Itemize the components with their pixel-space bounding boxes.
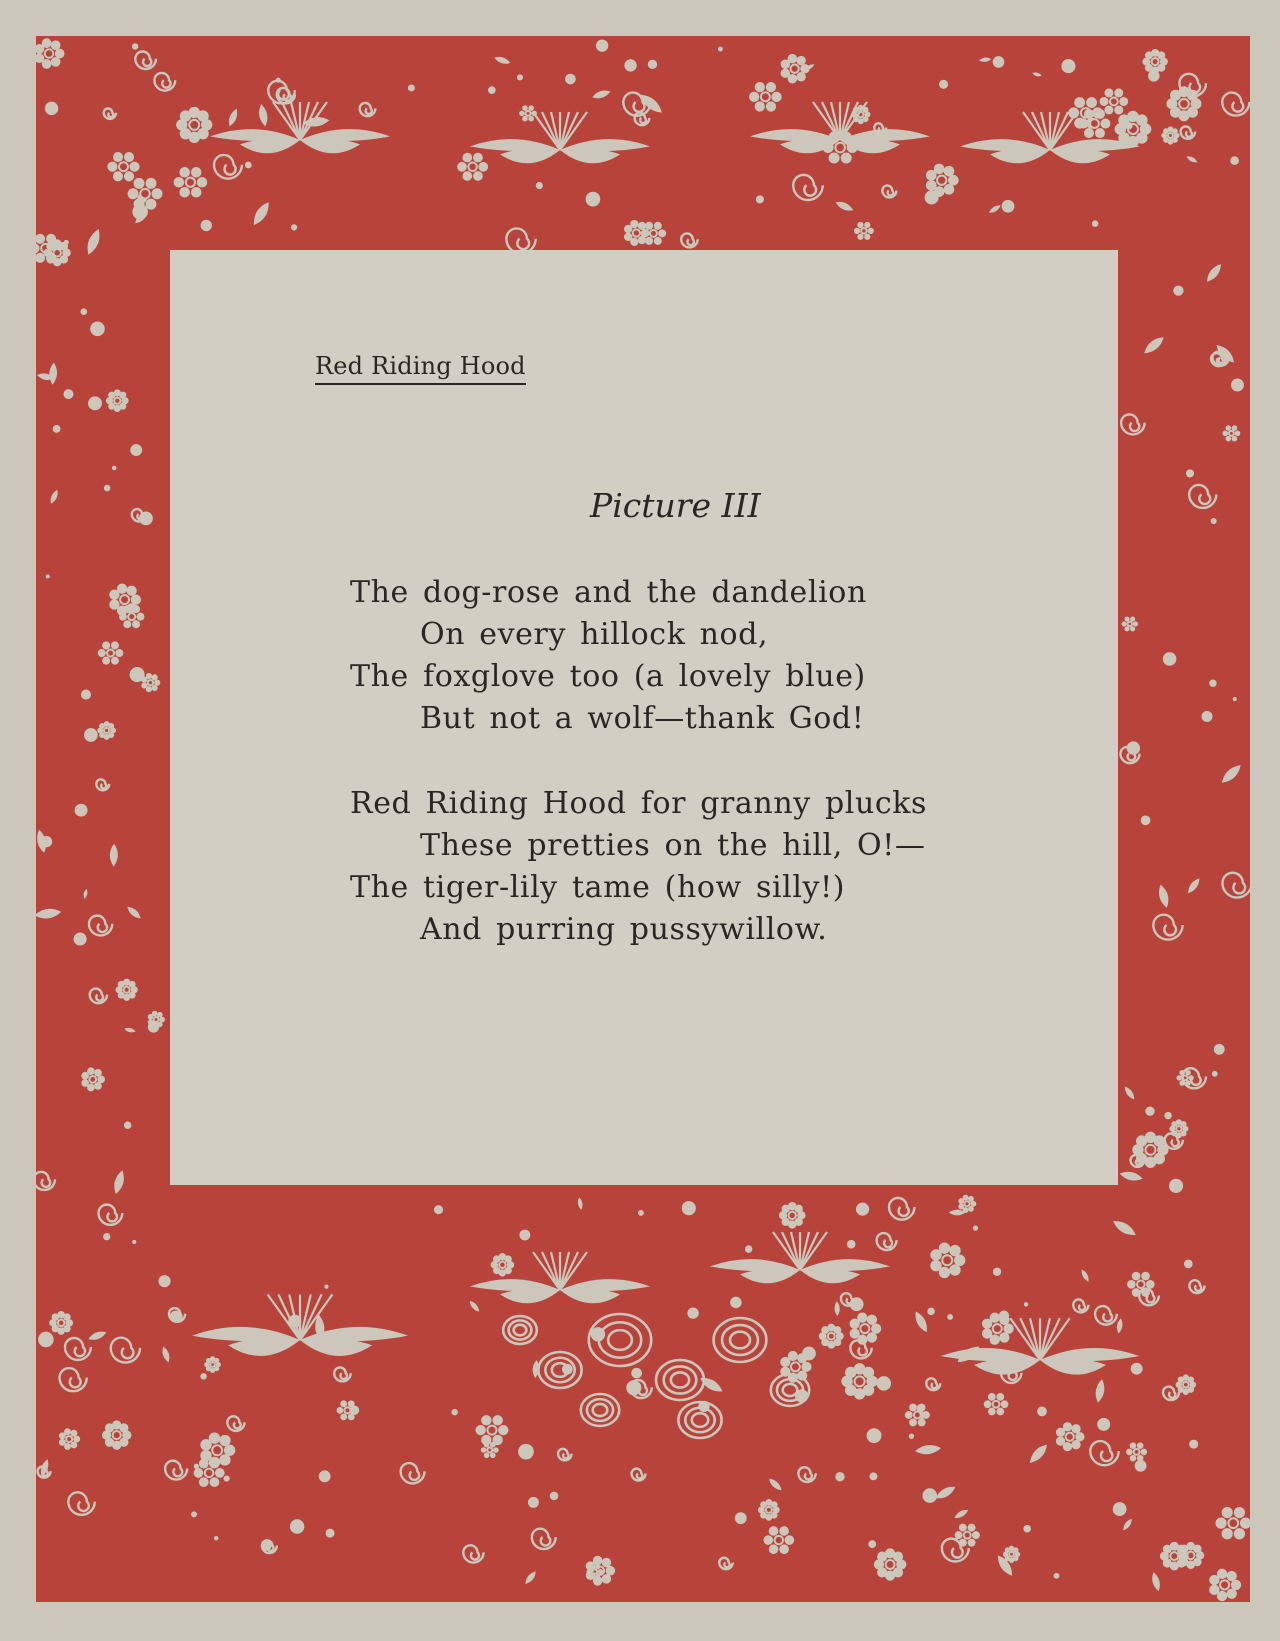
border-flower xyxy=(758,1499,780,1521)
border-dot xyxy=(63,389,73,399)
border-dot xyxy=(993,1268,1001,1276)
border-dot xyxy=(596,39,608,51)
border-dot xyxy=(517,74,523,80)
border-dot xyxy=(451,1409,457,1415)
border-dot xyxy=(53,425,61,433)
border-flower xyxy=(1166,86,1201,121)
border-dot xyxy=(74,932,87,945)
border-flower xyxy=(1160,1542,1189,1571)
border-dot xyxy=(103,1233,110,1240)
border-flower xyxy=(1161,126,1179,144)
border-dot xyxy=(1211,518,1217,524)
border-dot xyxy=(518,1444,534,1460)
border-dot xyxy=(191,1511,197,1517)
border-dot xyxy=(528,1497,539,1508)
poem-line: Red Riding Hood for granny plucks xyxy=(350,786,928,821)
border-dot xyxy=(1164,1112,1171,1119)
border-dot xyxy=(291,224,297,230)
border-dot xyxy=(81,690,91,700)
border-dot xyxy=(624,59,636,71)
border-dot xyxy=(565,74,576,85)
border-dot xyxy=(1054,1573,1060,1579)
border-dot xyxy=(1212,1071,1218,1077)
running-head: Red Riding Hood xyxy=(315,352,526,385)
border-dot xyxy=(856,1203,869,1216)
border-dot xyxy=(550,1492,559,1501)
border-dot xyxy=(38,1332,54,1348)
border-flower xyxy=(874,1548,906,1580)
border-flower xyxy=(1176,1374,1196,1394)
poem-line: The foxglove too (a lovely blue) xyxy=(350,659,866,694)
poem-line: The dog-rose and the dandelion xyxy=(350,575,867,610)
border-dot xyxy=(130,444,142,456)
poem-line: The tiger-lily tame (how silly!) xyxy=(350,870,846,905)
border-flower xyxy=(841,1363,877,1399)
border-dot xyxy=(947,1314,953,1320)
border-dot xyxy=(75,804,88,817)
border-dot xyxy=(1113,1502,1127,1516)
border-dot xyxy=(148,1021,159,1032)
border-dot xyxy=(45,102,58,115)
border-dot xyxy=(194,1464,199,1469)
border-dot xyxy=(1233,697,1237,701)
border-dot xyxy=(90,322,105,337)
border-flower xyxy=(102,1420,132,1450)
border-dot xyxy=(1231,379,1244,392)
border-dot xyxy=(730,1297,742,1309)
border-dot xyxy=(214,1536,218,1540)
border-flower xyxy=(115,979,137,1001)
border-dot xyxy=(1230,156,1239,165)
border-dot xyxy=(245,162,252,169)
border-dot xyxy=(927,1308,935,1316)
border-dot xyxy=(745,1245,753,1253)
border-dot xyxy=(350,1406,359,1415)
border-dot xyxy=(638,1210,644,1216)
border-dot xyxy=(999,1311,1009,1321)
border-flower xyxy=(97,721,116,740)
text-panel xyxy=(170,250,1118,1185)
border-dot xyxy=(939,80,948,89)
border-dot xyxy=(847,1240,856,1249)
border-dot xyxy=(1148,70,1159,81)
border-flower xyxy=(204,1356,221,1373)
border-dot xyxy=(201,220,212,231)
border-dot xyxy=(1125,122,1132,129)
border-dot xyxy=(718,47,723,52)
border-dot xyxy=(112,466,117,471)
border-dot xyxy=(1202,711,1213,722)
poem-line: These pretties on the hill, O!— xyxy=(420,828,926,863)
border-dot xyxy=(324,1285,328,1289)
border-dot xyxy=(434,1205,443,1214)
border-dot xyxy=(756,195,764,203)
border-dot xyxy=(132,43,139,50)
border-dot xyxy=(488,86,496,94)
border-dot xyxy=(408,84,415,91)
border-dot xyxy=(319,1470,331,1482)
border-dot xyxy=(1145,1107,1154,1116)
border-dot xyxy=(46,574,50,578)
border-flower xyxy=(779,1202,806,1229)
border-dot xyxy=(132,1240,136,1244)
border-dot xyxy=(586,192,601,207)
border-dot xyxy=(1141,815,1151,825)
border-flower xyxy=(1169,1119,1188,1138)
border-dot xyxy=(993,56,1005,68)
border-dot xyxy=(682,1201,696,1215)
border-dot xyxy=(735,1512,747,1524)
border-dot xyxy=(224,1476,230,1482)
border-dot xyxy=(869,1472,877,1480)
border-dot xyxy=(922,1488,937,1503)
border-dot xyxy=(802,1347,816,1361)
border-dot xyxy=(909,1434,914,1439)
border-flower xyxy=(49,1311,73,1335)
section-title: Picture III xyxy=(590,486,761,525)
border-dot xyxy=(80,308,87,315)
border-dot xyxy=(1163,652,1177,666)
border-dot xyxy=(1024,1302,1028,1306)
border-dot xyxy=(536,182,543,189)
border-dot xyxy=(877,1376,891,1390)
border-dot xyxy=(200,1373,207,1380)
border-dot xyxy=(687,1307,698,1318)
border-dot xyxy=(1209,680,1216,687)
border-flower xyxy=(1132,1132,1168,1168)
border-dot xyxy=(1127,741,1140,754)
border-dot xyxy=(1135,1460,1147,1472)
border-dot xyxy=(158,1275,170,1287)
border-dot xyxy=(326,1529,335,1538)
border-dot xyxy=(1037,1407,1047,1417)
border-dot xyxy=(1169,1179,1183,1193)
border-flower xyxy=(491,1253,515,1277)
poem-stanza-1 xyxy=(350,572,867,740)
border-dot xyxy=(1186,469,1194,477)
border-dot xyxy=(835,1472,844,1481)
border-dot xyxy=(84,728,98,742)
border-dot xyxy=(104,485,111,492)
border-flower xyxy=(176,107,212,143)
border-dot xyxy=(170,1311,181,1322)
poem-line: But not a wolf—thank God! xyxy=(420,701,865,736)
border-dot xyxy=(88,396,102,410)
border-dot xyxy=(925,190,939,204)
border-dot xyxy=(648,60,657,69)
border-flower xyxy=(106,389,129,412)
border-flower xyxy=(44,239,71,266)
border-dot xyxy=(1061,59,1075,73)
poem-stanza-2 xyxy=(350,783,927,951)
border-dot xyxy=(1214,1044,1225,1055)
border-dot xyxy=(1023,1525,1031,1533)
border-dot xyxy=(276,78,281,83)
border-dot xyxy=(519,1230,530,1241)
border-dot xyxy=(1189,1440,1198,1449)
border-dot xyxy=(973,1225,978,1230)
border-flower xyxy=(819,1324,844,1349)
border-dot xyxy=(1173,285,1183,295)
border-dot xyxy=(1002,200,1015,213)
border-dot xyxy=(867,1428,882,1443)
border-dot xyxy=(1184,1260,1193,1269)
border-dot xyxy=(626,1380,641,1395)
border-dot xyxy=(631,1368,642,1379)
border-dot xyxy=(868,1540,876,1548)
border-dot xyxy=(262,1541,272,1551)
border-dot xyxy=(1097,1418,1110,1431)
border-dot xyxy=(1131,1363,1143,1375)
border-dot xyxy=(124,1121,132,1129)
poem-line: On every hillock nod, xyxy=(420,617,769,652)
poem-line: And purring pussywillow. xyxy=(420,912,828,947)
border-dot xyxy=(290,1519,304,1533)
border-dot xyxy=(1092,220,1098,226)
